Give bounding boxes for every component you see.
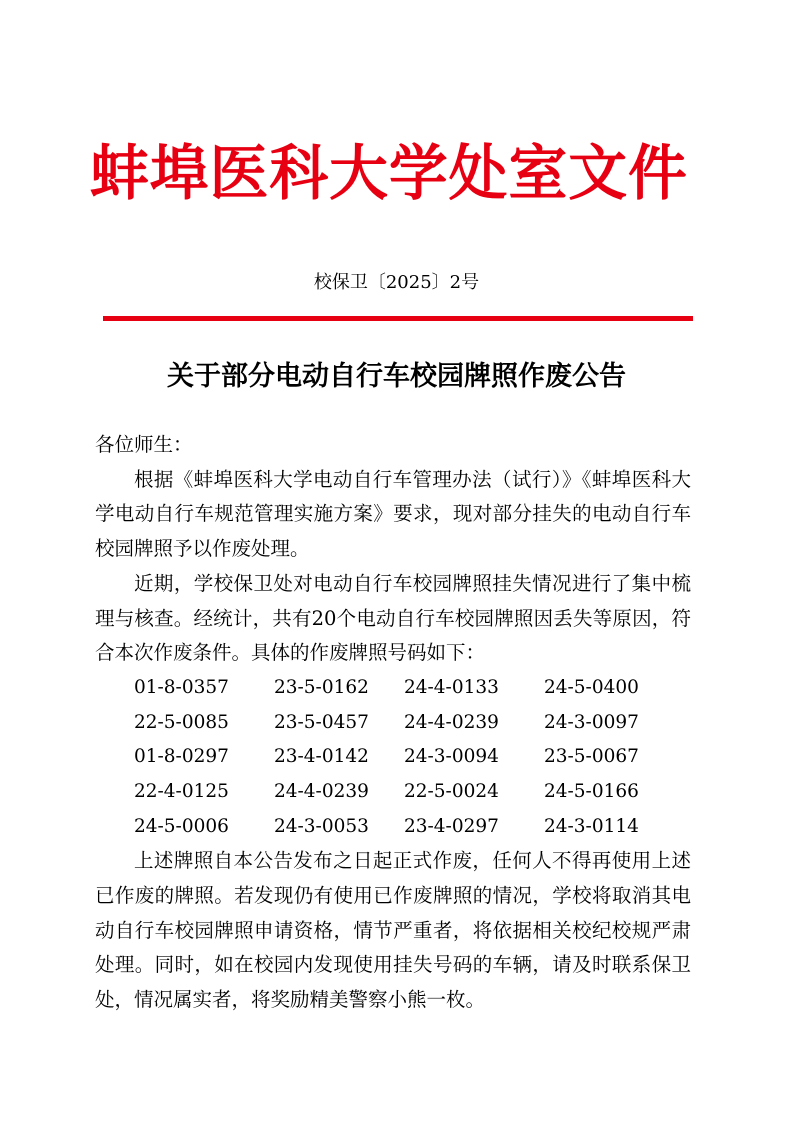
document-number: 校保卫〔2025〕2号: [313, 272, 480, 293]
plate-number: 22-5-0085: [134, 711, 229, 733]
plate-number: 23-5-0067: [544, 746, 639, 768]
salutation: 各位师生：: [95, 433, 193, 456]
plate-row: [134, 775, 691, 810]
plate-number: 23-5-0457: [274, 711, 369, 733]
paragraph-enforcement: 上述牌照自本公告发布之日起正式作废，任何人不得再使用上述已作废的牌照。若发现仍有使用已作废牌照的情况，学校将取消其电动自行车校园牌照申请资格，情节严重者，将依据相关校纪校规严肃处理。同时，如在校园内发现使用挂失号码的车辆，请及时联系保卫处，情况属实者，将奖励精美警察小熊一枚。: [95, 849, 691, 1012]
plate-number: 01-8-0357: [134, 676, 229, 698]
plate-row: [134, 706, 691, 741]
plate-number: 22-5-0024: [404, 780, 499, 802]
paragraph-review: 近期，学校保卫处对电动自行车校园牌照挂失情况进行了集中梳理与核查。经统计，共有20个电动自行车校园牌照因丢失等原因，符合本次作废条件。具体的作废牌照号码如下：: [95, 571, 691, 665]
notice-body: [95, 428, 691, 1018]
red-separator-line: [103, 316, 693, 321]
plate-row: [134, 810, 691, 845]
plate-number: 24-4-0239: [404, 711, 499, 733]
plate-number: 24-5-0400: [544, 676, 639, 698]
plate-number: 23-4-0297: [404, 815, 499, 837]
plate-number: 24-3-0097: [544, 711, 639, 733]
paragraph-basis: 根据《蚌埠医科大学电动自行车管理办法（试行）》《蚌埠医科大学电动自行车规范管理实施方案》要求，现对部分挂失的电动自行车校园牌照予以作废处理。: [95, 467, 691, 561]
plate-number: 24-3-0094: [404, 746, 499, 768]
plate-row: [134, 671, 691, 706]
plate-number: 24-4-0133: [404, 676, 499, 698]
plate-number: 24-4-0239: [274, 780, 369, 802]
plate-number: 24-3-0114: [544, 815, 639, 837]
plate-number: 22-4-0125: [134, 780, 229, 802]
notice-title: 关于部分电动自行车校园牌照作废公告: [167, 361, 626, 392]
plate-number: 23-5-0162: [274, 676, 369, 698]
plate-number: 23-4-0142: [274, 746, 369, 768]
plate-number-list: [95, 671, 691, 844]
masthead-title: 蚌埠医科大学处室文件: [90, 139, 688, 209]
plate-number: 24-5-0166: [544, 780, 639, 802]
plate-row: [134, 740, 691, 775]
plate-number: 01-8-0297: [134, 746, 229, 768]
plate-number: 24-3-0053: [274, 815, 369, 837]
plate-number: 24-5-0006: [134, 815, 229, 837]
